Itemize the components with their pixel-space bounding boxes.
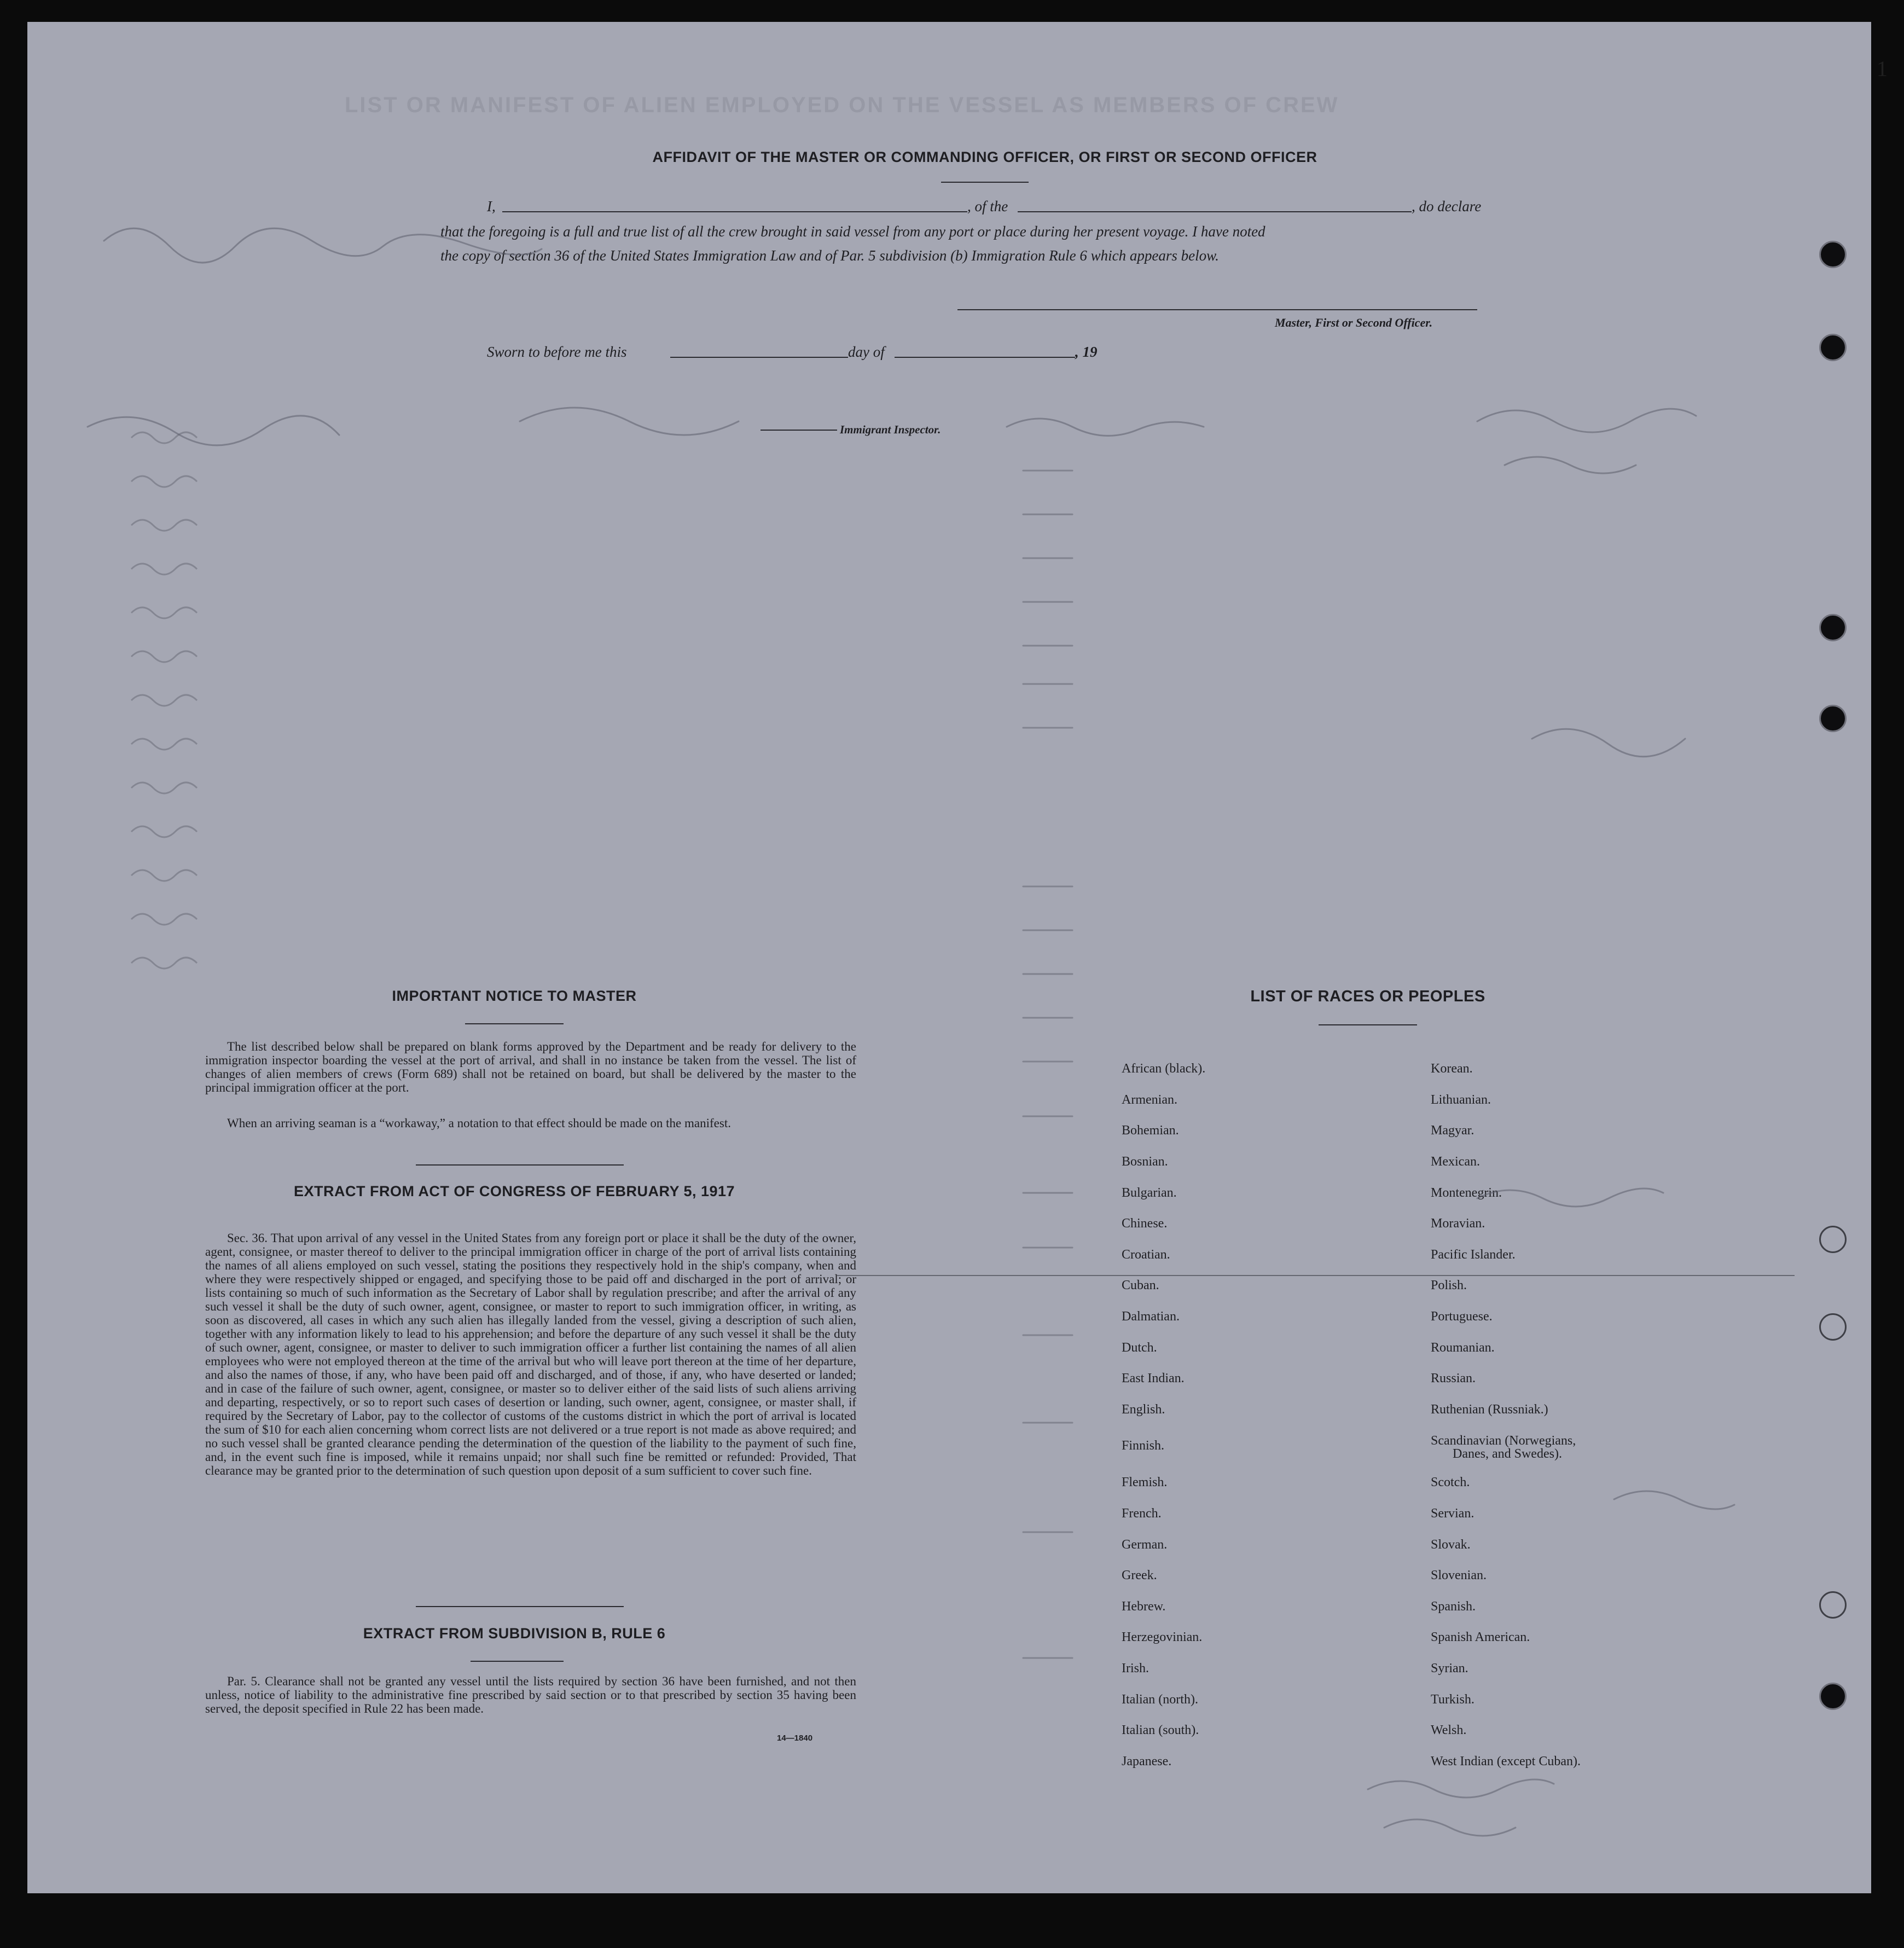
day-of-label: day of	[848, 344, 885, 360]
race-item: Spanish American.	[1431, 1630, 1530, 1644]
race-item: Armenian.	[1122, 1093, 1177, 1107]
race-item: Finnish.	[1122, 1439, 1165, 1453]
race-item: Roumanian.	[1431, 1341, 1495, 1355]
race-item: Herzegovinian.	[1122, 1630, 1203, 1644]
race-item: Hebrew.	[1122, 1599, 1166, 1614]
race-item: French.	[1122, 1506, 1162, 1521]
race-item: Welsh.	[1431, 1723, 1467, 1737]
punch-hole-faint	[1819, 1591, 1847, 1619]
rule-text: Par. 5. Clearance shall not be granted any vessel until the lists required by section 36 have been furnished, and not then unless, notice of liability to the administrative fine prescribed by said section or to that prescribed by section 35 having been served, the deposit specified in Rule 22 has been made.	[205, 1674, 856, 1715]
race-item: Syrian.	[1431, 1661, 1468, 1675]
race-item: Croatian.	[1122, 1248, 1170, 1262]
race-item-continuation: Danes, and Swedes).	[1453, 1447, 1562, 1461]
race-item: Chinese.	[1122, 1216, 1168, 1231]
form-number: 14—1840	[777, 1734, 813, 1743]
inspector-label: Immigrant Inspector.	[840, 423, 941, 436]
race-item: German.	[1122, 1538, 1168, 1552]
punch-hole	[1819, 614, 1847, 641]
act-title: EXTRACT FROM ACT OF CONGRESS OF FEBRUARY 5, 1917	[293, 1183, 735, 1199]
race-item: African (black).	[1122, 1062, 1206, 1076]
race-item: East Indian.	[1122, 1371, 1185, 1385]
race-item: Portuguese.	[1431, 1309, 1493, 1324]
race-item: Turkish.	[1431, 1692, 1475, 1707]
race-item: Pacific Islander.	[1431, 1248, 1516, 1262]
punch-hole-faint	[1819, 1226, 1847, 1253]
affidavit-do-declare: , do declare	[1412, 198, 1482, 214]
race-item: Magyar.	[1431, 1123, 1475, 1138]
race-item: Lithuanian.	[1431, 1093, 1491, 1107]
affidavit-line3: the copy of section 36 of the United States Immigration Law and of Par. 5 subdivision (b) Immigration Rule 6 which appears below.	[440, 247, 1219, 264]
race-item: Bulgarian.	[1122, 1186, 1177, 1200]
affidavit-i-label: I,	[487, 198, 496, 214]
race-item: Moravian.	[1431, 1216, 1485, 1231]
race-item: Slovak.	[1431, 1538, 1471, 1552]
race-item: Ruthenian (Russniak.)	[1431, 1402, 1548, 1417]
race-item: Mexican.	[1431, 1155, 1480, 1169]
notice-para2: When an arriving seaman is a “workaway,” a notation to that effect should be made on the manifest.	[227, 1116, 731, 1130]
document-page	[27, 22, 1888, 1893]
race-item: Dalmatian.	[1122, 1309, 1180, 1324]
notice-title: IMPORTANT NOTICE TO MASTER	[392, 988, 637, 1004]
race-item: Scandinavian (Norwegians,	[1431, 1434, 1576, 1448]
race-item: Greek.	[1122, 1568, 1157, 1582]
page-mark: 1	[1877, 56, 1888, 81]
race-item: Cuban.	[1122, 1278, 1159, 1292]
punch-hole	[1819, 1683, 1847, 1710]
sworn-label: Sworn to before me this	[487, 344, 627, 360]
race-item: Servian.	[1431, 1506, 1475, 1521]
affidavit-line2: that the foregoing is a full and true list of all the crew brought in said vessel from any port or place during her present voyage. I have noted	[440, 223, 1266, 240]
race-item: Dutch.	[1122, 1341, 1157, 1355]
races-title: LIST OF RACES OR PEOPLES	[1250, 988, 1485, 1005]
notice-para1: The list described below shall be prepared on blank forms approved by the Department and be ready for delivery to the immigration inspector boarding the vessel at the port of arrival, and shall in no instance be taken from the vessel. The list of changes of alien members of crews (Form 689) shall not be retained on board, but shall be delivered by the master to the principal immigration officer at the port.	[205, 1040, 856, 1094]
race-item: Italian (south).	[1122, 1723, 1199, 1737]
race-item: Scotch.	[1431, 1475, 1470, 1489]
affidavit-of-the-label: , of the	[967, 198, 1008, 214]
race-item: West Indian (except Cuban).	[1431, 1754, 1581, 1769]
race-item: Italian (north).	[1122, 1692, 1198, 1707]
race-item: Slovenian.	[1431, 1568, 1487, 1582]
race-item: Irish.	[1122, 1661, 1149, 1675]
act-text: Sec. 36. That upon arrival of any vessel in the United States from any foreign port or place it shall be the duty of the owner, agent, consignee, or master thereof to deliver to the principal immigration officer in charge of the port of arrival lists containing the names of all aliens employed on such vessel, stating the positions they respectively hold in the ship's company, when and where they were respectively shipped or engaged, and specifying those to be paid off and discharged in the port of arrival; or lists containing so much of such information as the Secretary of Labor shall by regulation prescribe; and after the arrival of any such vessel it shall be the duty of such owner, agent, consignee, or master to report to such immigration officer, in writing, as soon as discovered, all cases in which any such alien has illegally landed from the vessel, giving a description of such alien, together with any information likely to lead to his apprehension; and before the departure of any such vessel it shall be the duty of such owner, agent, consignee, or master to deliver to such immigration officer a further list containing the names of all alien employees who were not employed thereon at the time of the arrival but who will leave port thereon at the time of her departure, and also the names of those, if any, who have been paid off and discharged, and of those, if any, who have deserted or landed; and in case of the failure of such owner, agent, consignee, or master so to deliver either of the said lists of such aliens arriving and departing, respectively, or so to report such cases of desertion or landing, such owner, agent, consignee, or master shall, if required by the Secretary of Labor, pay to the collector of customs of the customs district in which the port of arrival is located the sum of $10 for each alien concerning whom correct lists are not delivered or a true report is not made as above required; and no such vessel shall be granted clearance pending the determination of the question of the liability to the payment of such fine, and, in the event such fine is imposed, while it remains unpaid; nor shall such fine be remitted or refunded: Provided, That clearance may be granted prior to the determination of such question upon deposit of a sum sufficient to cover such fine.	[205, 1231, 856, 1477]
race-item: Bosnian.	[1122, 1155, 1168, 1169]
punch-hole	[1819, 705, 1847, 732]
race-item: Russian.	[1431, 1371, 1476, 1385]
race-item: Bohemian.	[1122, 1123, 1179, 1138]
punch-hole	[1819, 241, 1847, 268]
bleed-through-header: LIST OR MANIFEST OF ALIEN EMPLOYED ON THE VESSEL AS MEMBERS OF CREW	[345, 93, 1339, 117]
punch-hole	[1819, 334, 1847, 361]
race-item: Japanese.	[1122, 1754, 1172, 1769]
race-item: Spanish.	[1431, 1599, 1476, 1614]
race-item: Montenegrin.	[1431, 1186, 1502, 1200]
handwriting-bleed-through	[27, 22, 1871, 1893]
race-item: Flemish.	[1122, 1475, 1168, 1489]
race-item: Polish.	[1431, 1278, 1467, 1292]
punch-hole-faint	[1819, 1313, 1847, 1341]
race-item: Korean.	[1431, 1062, 1473, 1076]
year-label: , 19	[1075, 344, 1098, 360]
race-item: English.	[1122, 1402, 1165, 1417]
affidavit-title: AFFIDAVIT OF THE MASTER OR COMMANDING OFFICER, OR FIRST OR SECOND OFFICER	[652, 149, 1317, 165]
rule-title: EXTRACT FROM SUBDIVISION B, RULE 6	[363, 1625, 666, 1642]
signature-label: Master, First or Second Officer.	[1275, 316, 1433, 329]
